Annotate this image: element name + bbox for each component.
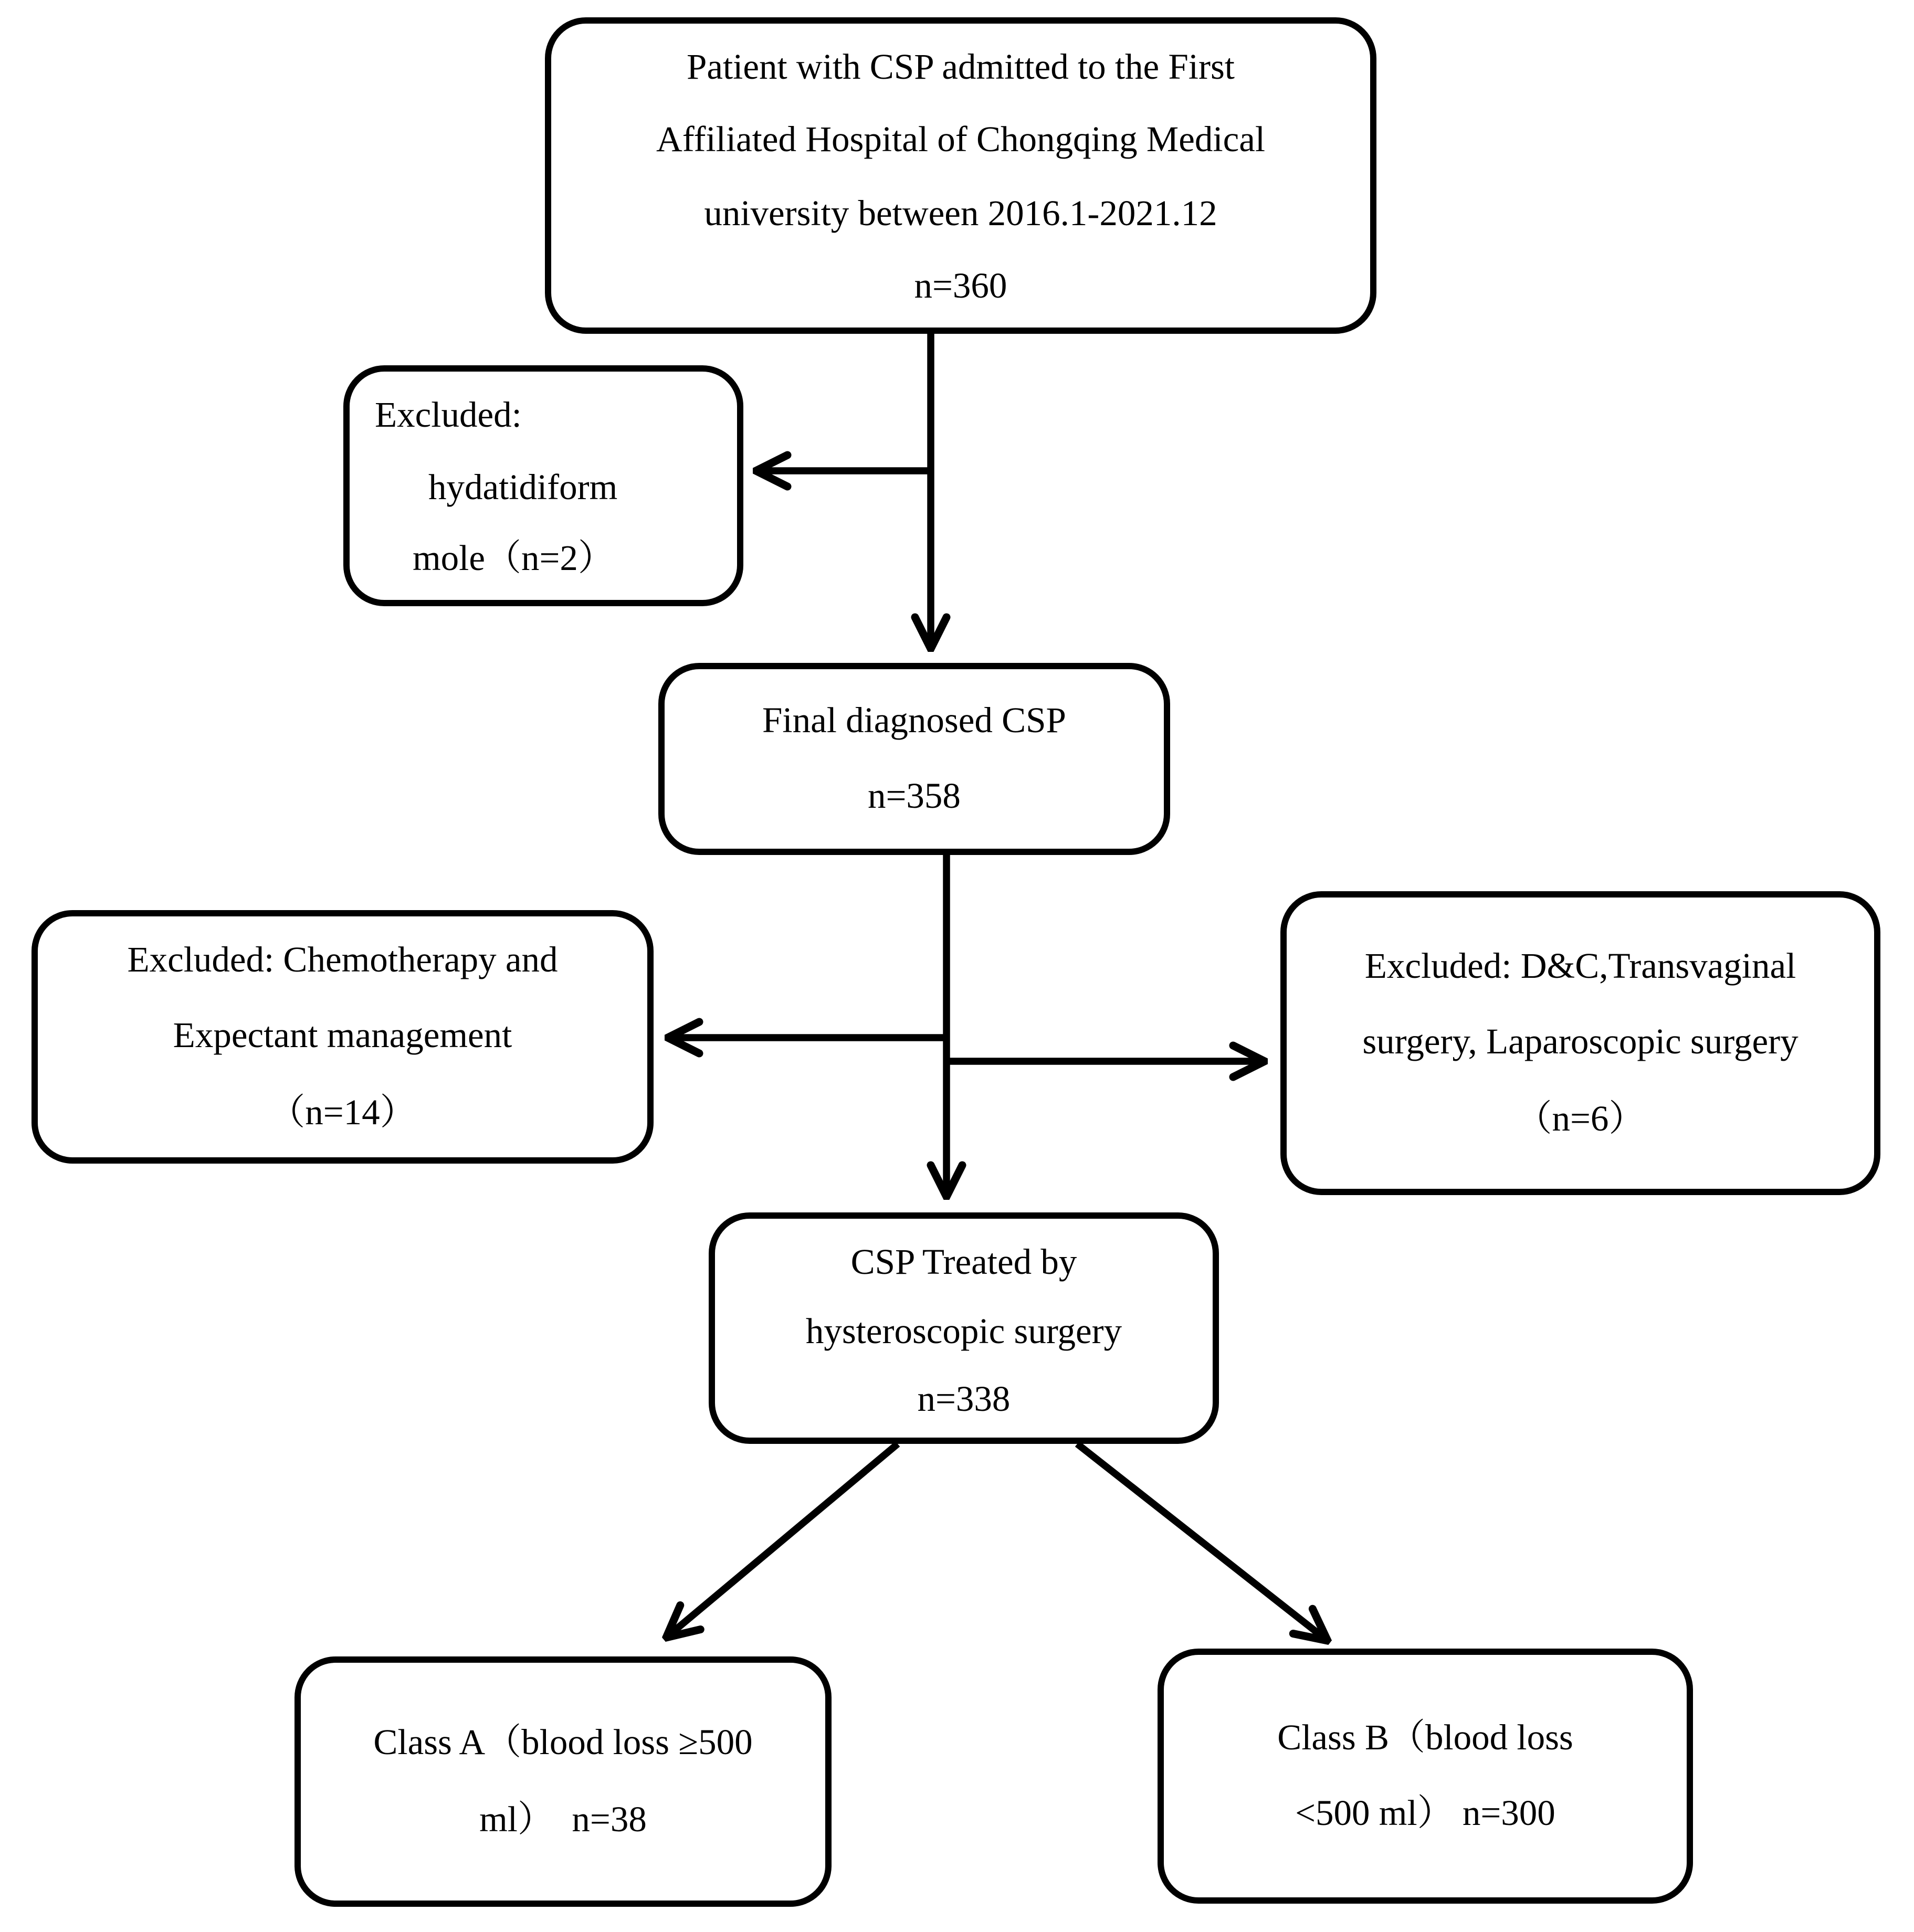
node-text-line: <500 ml） n=300 bbox=[1295, 1793, 1555, 1833]
node-text-line: mole（n=2） bbox=[413, 539, 614, 579]
node-text-line: hysteroscopic surgery bbox=[805, 1311, 1122, 1351]
node-text-line: n=358 bbox=[868, 776, 961, 816]
node-final-diagnosed-csp bbox=[658, 663, 1170, 855]
node-text-line: Affiliated Hospital of Chongqing Medical bbox=[656, 120, 1266, 160]
node-text-line: Class B（blood loss bbox=[1277, 1717, 1573, 1757]
node-text-line: （n=6） bbox=[1516, 1098, 1645, 1138]
node-text-line: surgery, Laparoscopic surgery bbox=[1362, 1022, 1799, 1062]
node-text-line: CSP Treated by bbox=[850, 1242, 1077, 1282]
node-text-line: Excluded: D&C,Transvaginal bbox=[1364, 946, 1796, 986]
node-text-line: （n=14） bbox=[269, 1092, 416, 1132]
node-text-line: hydatidiform bbox=[428, 467, 618, 507]
arrow-hysteroscopic-to-class-b bbox=[1077, 1444, 1328, 1641]
node-admitted-patients bbox=[545, 17, 1376, 334]
arrow-hysteroscopic-to-class-a bbox=[666, 1444, 898, 1638]
node-text-line: university between 2016.1-2021.12 bbox=[704, 193, 1217, 233]
node-csp-hysteroscopic-surgery bbox=[709, 1212, 1219, 1444]
node-excluded-hydatidiform-mole bbox=[343, 365, 743, 606]
node-text-line: n=338 bbox=[917, 1380, 1011, 1420]
node-text-line: Patient with CSP admitted to the First bbox=[687, 47, 1235, 87]
node-class-a bbox=[295, 1656, 832, 1907]
node-text-line: Excluded: bbox=[375, 395, 522, 435]
node-text-line: n=360 bbox=[914, 266, 1007, 305]
node-text-line: ml） n=38 bbox=[479, 1799, 647, 1839]
node-text-line: Final diagnosed CSP bbox=[762, 700, 1066, 740]
node-excluded-dc-transvaginal-laparoscopic bbox=[1280, 891, 1880, 1195]
node-text-line: Expectant management bbox=[173, 1016, 512, 1056]
node-class-b bbox=[1158, 1649, 1693, 1904]
node-excluded-chemotherapy-expectant bbox=[31, 910, 654, 1164]
node-text-line: Class A（blood loss ≥500 bbox=[373, 1723, 753, 1762]
node-text-line: Excluded: Chemotherapy and bbox=[127, 940, 558, 980]
